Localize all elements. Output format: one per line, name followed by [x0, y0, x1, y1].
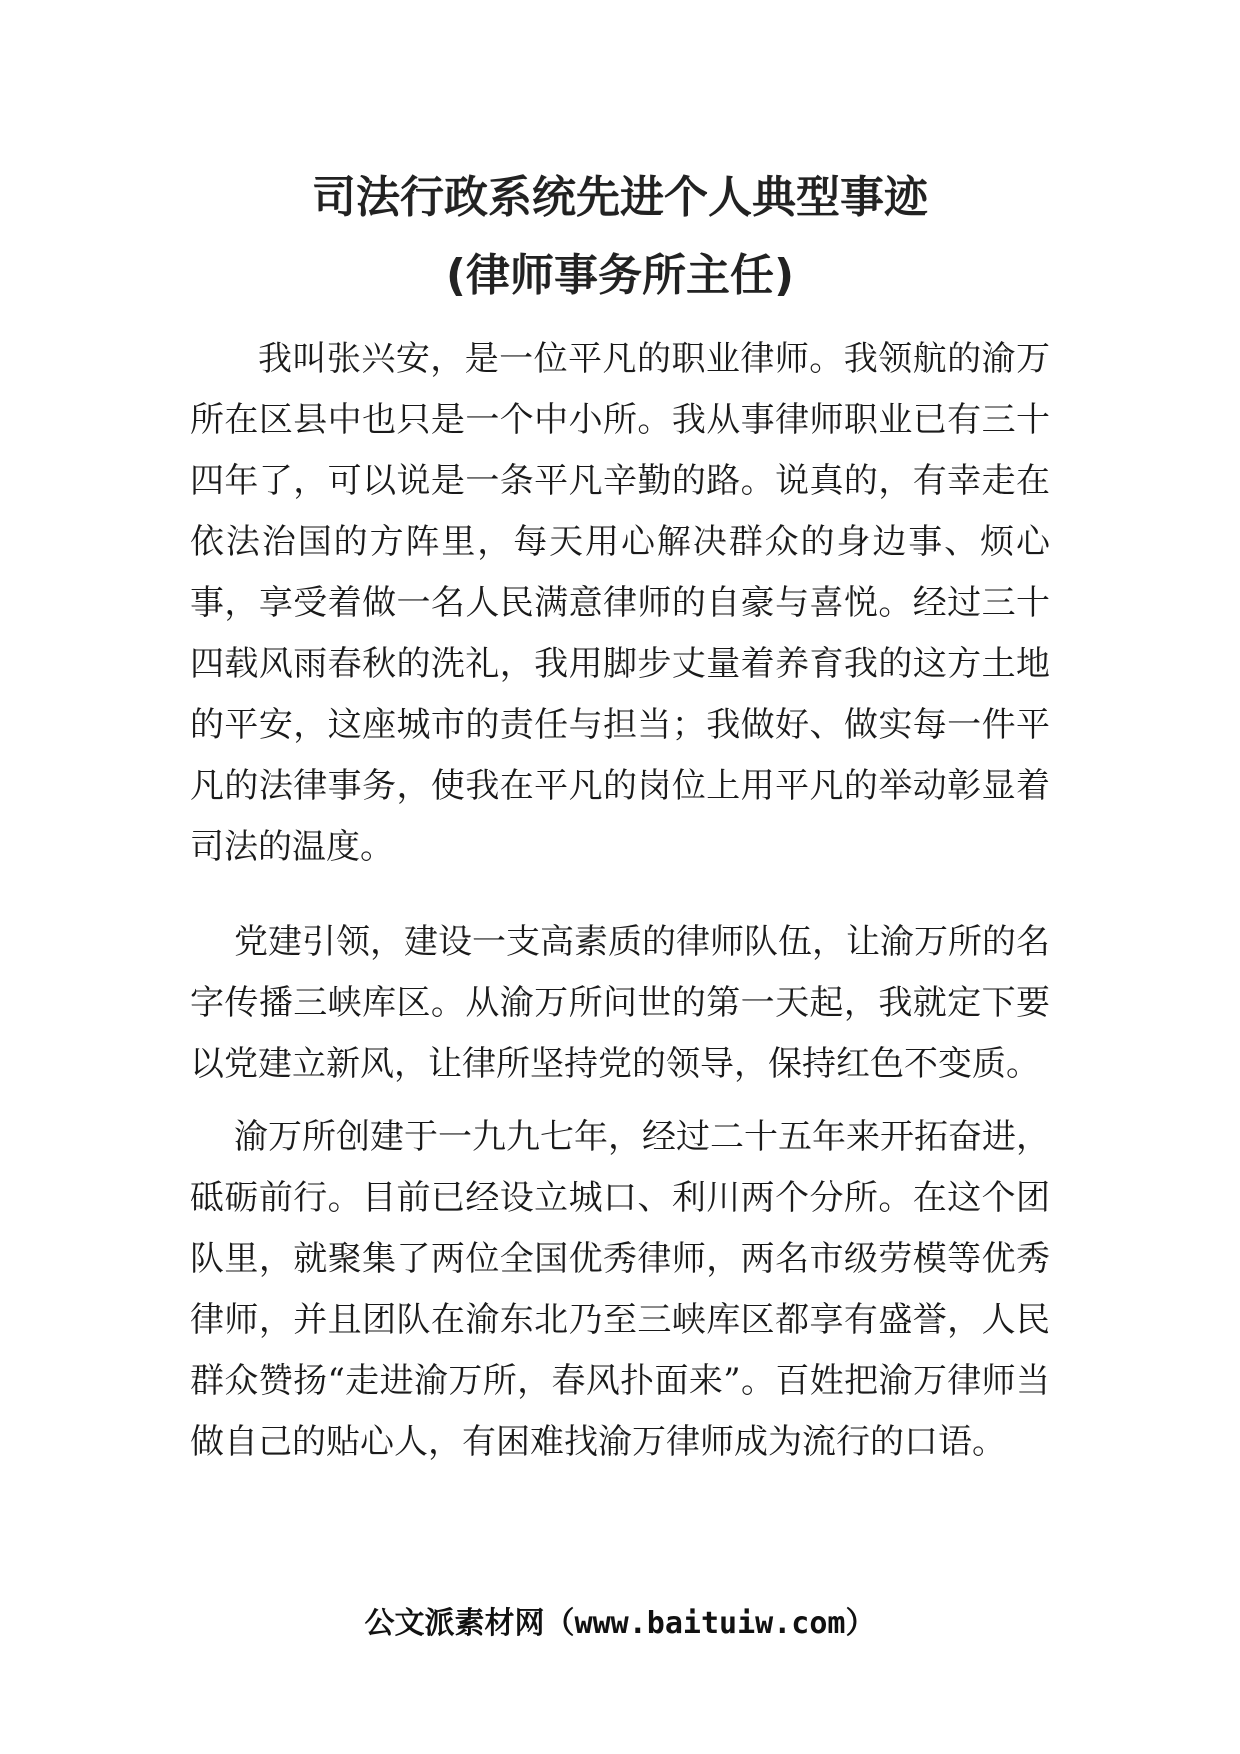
paragraph-firm-history: 渝万所创建于一九九七年，经过二十五年来开拓奋进，砥砺前行。目前已经设立城口、利川两个分所。在这个团队里，就聚集了两位全国优秀律师，两名市级劳模等优秀律师，并且团队在渝东北乃至三峡库区都享有盛誉，人民群众赞扬“走进渝万所，春风扑面来”。百姓把渝万律师当做自己的贴心人，有困难找渝万律师成为流行的口语。	[190, 1117, 1050, 1462]
document-subtitle: (律师事务所主任)	[445, 250, 795, 301]
footer-source: 公文派素材网（www.baituiw.com）	[364, 1606, 876, 1641]
document-title: 司法行政系统先进个人典型事迹	[312, 172, 928, 223]
paragraph-party-building: 党建引领，建设一支高素质的律师队伍，让渝万所的名字传播三峡库区。从渝万所问世的第一天起，我就定下要以党建立新风，让律所坚持党的领导，保持红色不变质。	[190, 922, 1050, 1084]
paragraph-intro: 我叫张兴安，是一位平凡的职业律师。我领航的渝万所在区县中也只是一个中小所。我从事律师职业已有三十四年了，可以说是一条平凡辛勤的路。说真的，有幸走在依法治国的方阵里，每天用心解决群众的身边事、烦心事，享受着做一名人民满意律师的自豪与喜悦。经过三十四载风雨春秋的洗礼，我用脚步丈量着养育我的这方土地的平安，这座城市的责任与担当；我做好、做实每一件平凡的法律事务，使我在平凡的岗位上用平凡的举动彰显着司法的温度。	[190, 339, 1050, 867]
